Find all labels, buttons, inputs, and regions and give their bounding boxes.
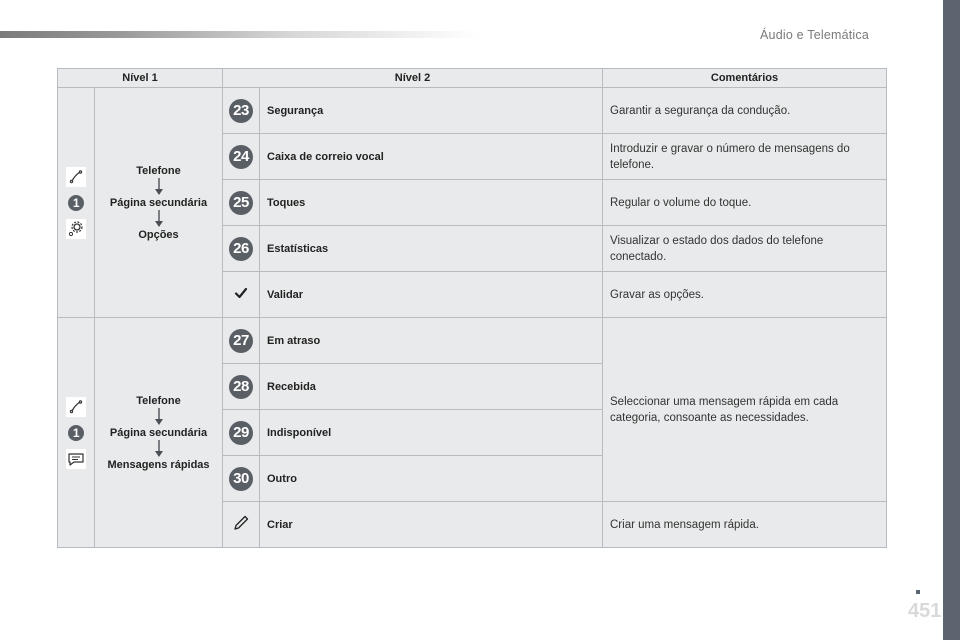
level2-label: Segurança [260,88,603,134]
section-title: Áudio e Telemática [760,28,869,42]
level1-badge: 1 [68,425,84,441]
level2-label: Criar [260,502,603,548]
comment-cell: Criar uma mensagem rápida. [603,502,887,548]
path-step-pagina-secundaria: Página secundária [109,196,208,209]
down-arrow-icon [154,407,164,427]
level2-label: Recebida [260,364,603,410]
level2-label: Estatísticas [260,226,603,272]
phone-icon [66,167,86,187]
table-row [58,88,887,134]
table-header-row [58,69,887,88]
level2-label: Toques [260,180,603,226]
badge-cell [223,410,260,456]
down-arrow-icon [154,439,164,459]
comment-cell: Regular o volume do toque. [603,180,887,226]
level1-icons-cell [58,88,95,318]
down-arrow-icon [154,177,164,197]
level1-icons-cell [58,318,95,548]
level1-path-cell [95,88,223,318]
level2-label: Indisponível [260,410,603,456]
path-step-opcoes: Opções [138,228,179,241]
col-header-level2: Nível 2 [223,69,603,88]
step-badge: 28 [229,375,253,399]
page-marker [916,590,920,594]
level2-label: Em atraso [260,318,603,364]
phone-icon [66,397,86,417]
comment-cell: Garantir a segurança da condução. [603,88,887,134]
pencil-icon [232,523,250,535]
step-badge: 29 [229,421,253,445]
level1-badge: 1 [68,195,84,211]
level2-label: Validar [260,272,603,318]
check-icon [234,291,248,303]
step-badge: 30 [229,467,253,491]
badge-cell [223,88,260,134]
badge-cell [223,364,260,410]
settings-gear-icon [66,219,86,239]
page-number: 451 [908,600,942,622]
comment-cell: Visualizar o estado dos dados do telefone conectado. [603,226,887,272]
path-step-telefone: Telefone [136,394,181,407]
level2-label: Caixa de correio vocal [260,134,603,180]
comment-cell: Introduzir e gravar o número de mensagens do telefone. [603,134,887,180]
step-badge: 23 [229,99,253,123]
level1-path-cell [95,318,223,548]
badge-cell [223,318,260,364]
badge-cell [223,502,260,548]
badge-cell [223,272,260,318]
message-icon [66,449,86,469]
page-side-strip [943,0,960,640]
table-row [58,318,887,364]
col-header-level1: Nível 1 [58,69,223,88]
level2-label: Outro [260,456,603,502]
step-badge: 27 [229,329,253,353]
step-badge: 24 [229,145,253,169]
col-header-comments: Comentários [603,69,887,88]
path-step-telefone: Telefone [136,164,181,177]
badge-cell [223,180,260,226]
path-step-mensagens-rapidas: Mensagens rápidas [107,458,210,471]
down-arrow-icon [154,209,164,229]
shared-comment-cell: Seleccionar uma mensagem rápida em cada categoria, consoante as necessidades. [603,318,887,502]
menu-table [57,68,887,548]
badge-cell [223,134,260,180]
step-badge: 26 [229,237,253,261]
badge-cell [223,226,260,272]
badge-cell [223,456,260,502]
step-badge: 25 [229,191,253,215]
path-step-pagina-secundaria: Página secundária [109,426,208,439]
comment-cell: Gravar as opções. [603,272,887,318]
header-decor-bar [0,31,480,38]
